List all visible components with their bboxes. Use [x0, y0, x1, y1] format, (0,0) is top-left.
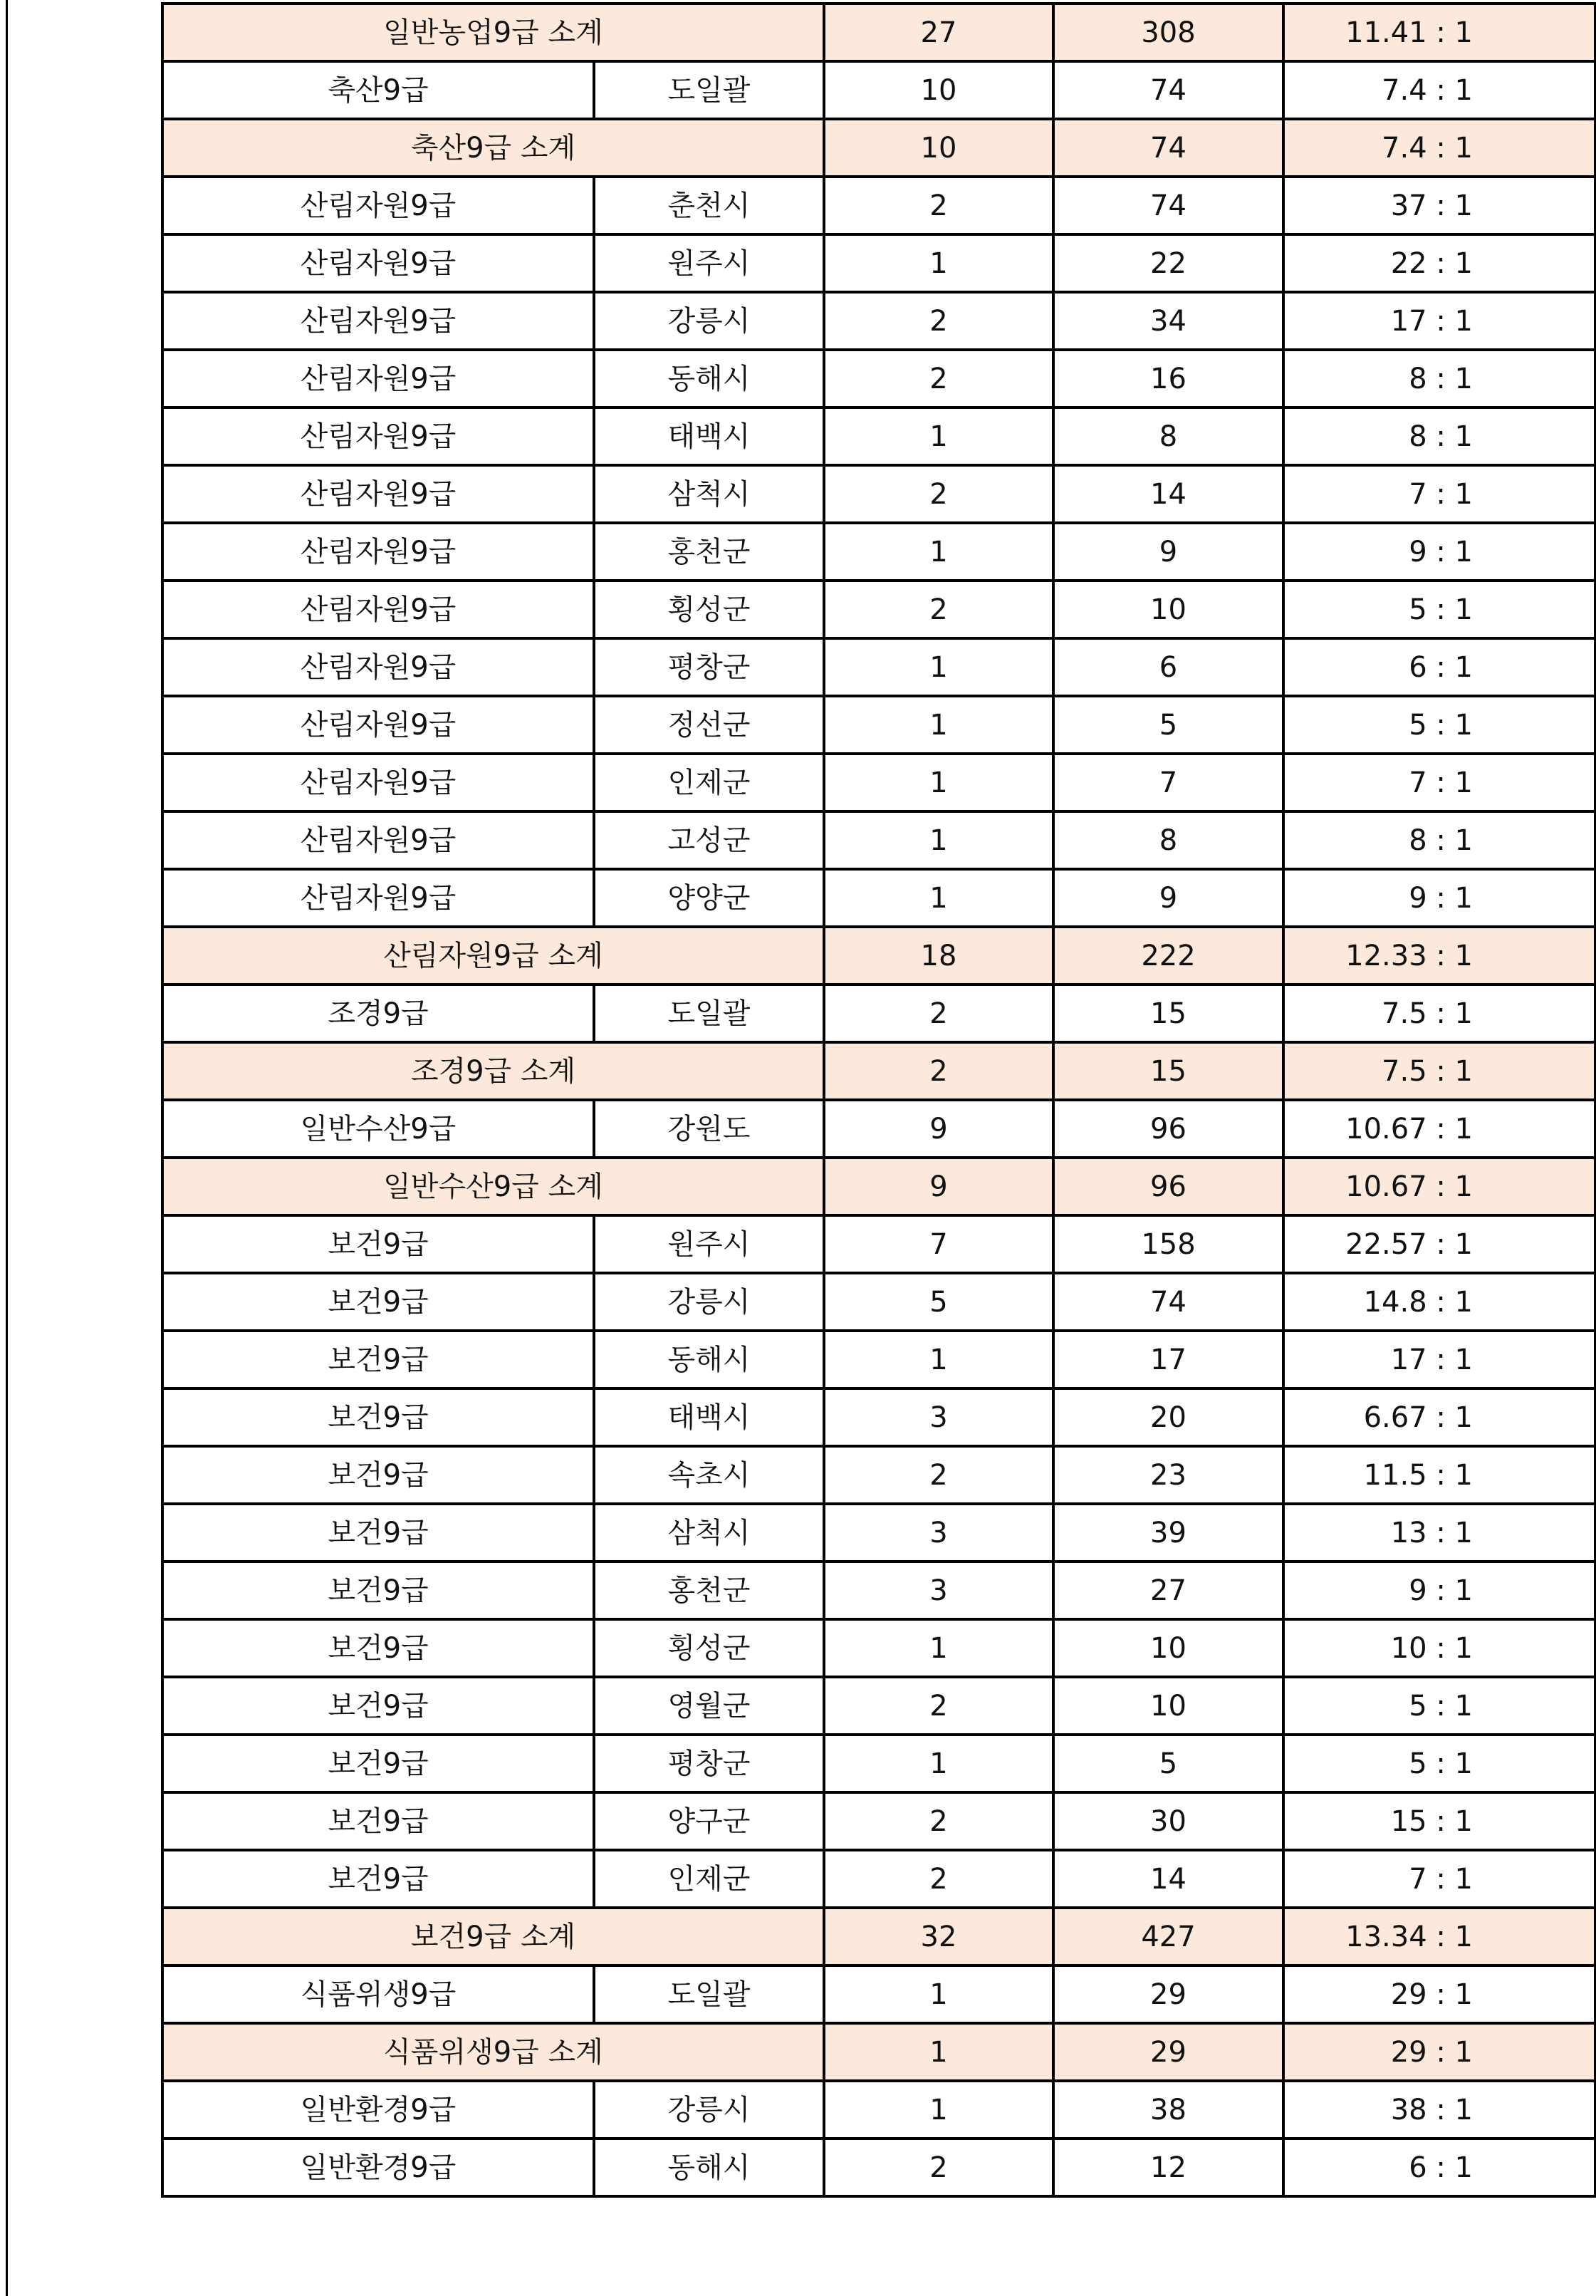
- job-category-cell: 보건9급: [162, 1735, 594, 1792]
- competition-rate-table: [161, 2, 1596, 2198]
- subtotal-row: [162, 1158, 1595, 1215]
- applicant-count-cell: 16: [1053, 350, 1283, 407]
- applicant-count-cell: 427: [1053, 1908, 1283, 1965]
- subtotal-row: [162, 1908, 1595, 1965]
- job-category-cell: 산림자원9급: [162, 811, 594, 869]
- competition-rate-cell: 13.34 : 1: [1283, 1908, 1595, 1965]
- job-category-cell: 일반수산9급: [162, 1100, 594, 1158]
- applicant-count-cell: 10: [1053, 581, 1283, 638]
- table-row: [162, 1850, 1595, 1908]
- competition-rate-cell: 6.67 : 1: [1283, 1388, 1595, 1446]
- region-cell: 태백시: [594, 1388, 824, 1446]
- competition-rate-cell: 5 : 1: [1283, 696, 1595, 754]
- hire-count-cell: 1: [824, 869, 1053, 927]
- region-cell: 속초시: [594, 1446, 824, 1504]
- table-row: [162, 465, 1595, 523]
- table-row: [162, 1331, 1595, 1388]
- table-row: [162, 1446, 1595, 1504]
- hire-count-cell: 1: [824, 1619, 1053, 1677]
- region-cell: 강원도: [594, 1100, 824, 1158]
- job-category-cell: 식품위생9급: [162, 1965, 594, 2023]
- table-row: [162, 1965, 1595, 2023]
- hire-count-cell: 1: [824, 1965, 1053, 2023]
- subtotal-label-cell: 축산9급 소계: [162, 119, 824, 177]
- applicant-count-cell: 8: [1053, 407, 1283, 465]
- competition-rate-cell: 5 : 1: [1283, 581, 1595, 638]
- table-row: [162, 638, 1595, 696]
- job-category-cell: 일반환경9급: [162, 2139, 594, 2196]
- job-category-cell: 산림자원9급: [162, 234, 594, 292]
- competition-rate-cell: 37 : 1: [1283, 177, 1595, 234]
- table-row: [162, 1100, 1595, 1158]
- competition-rate-cell: 13 : 1: [1283, 1504, 1595, 1562]
- table-row: [162, 61, 1595, 119]
- job-category-cell: 산림자원9급: [162, 869, 594, 927]
- table-row: [162, 811, 1595, 869]
- region-cell: 원주시: [594, 234, 824, 292]
- job-category-cell: 보건9급: [162, 1619, 594, 1677]
- applicant-count-cell: 20: [1053, 1388, 1283, 1446]
- competition-rate-cell: 15 : 1: [1283, 1792, 1595, 1850]
- hire-count-cell: 5: [824, 1273, 1053, 1331]
- applicant-count-cell: 5: [1053, 696, 1283, 754]
- table-row: [162, 1504, 1595, 1562]
- competition-rate-cell: 10.67 : 1: [1283, 1100, 1595, 1158]
- region-cell: 강릉시: [594, 1273, 824, 1331]
- job-category-cell: 보건9급: [162, 1504, 594, 1562]
- job-category-cell: 보건9급: [162, 1273, 594, 1331]
- applicant-count-cell: 7: [1053, 754, 1283, 811]
- competition-rate-cell: 7 : 1: [1283, 754, 1595, 811]
- region-cell: 정선군: [594, 696, 824, 754]
- job-category-cell: 산림자원9급: [162, 407, 594, 465]
- region-cell: 도일괄: [594, 985, 824, 1042]
- table-row: [162, 1388, 1595, 1446]
- competition-rate-cell: 11.41 : 1: [1283, 4, 1595, 61]
- competition-rate-cell: 9 : 1: [1283, 869, 1595, 927]
- subtotal-label-cell: 산림자원9급 소계: [162, 927, 824, 985]
- region-cell: 동해시: [594, 2139, 824, 2196]
- applicant-count-cell: 38: [1053, 2081, 1283, 2139]
- job-category-cell: 보건9급: [162, 1562, 594, 1619]
- hire-count-cell: 1: [824, 523, 1053, 581]
- applicant-count-cell: 96: [1053, 1158, 1283, 1215]
- applicant-count-cell: 222: [1053, 927, 1283, 985]
- hire-count-cell: 9: [824, 1158, 1053, 1215]
- competition-rate-cell: 12.33 : 1: [1283, 927, 1595, 985]
- table-row: [162, 1562, 1595, 1619]
- applicant-count-cell: 10: [1053, 1619, 1283, 1677]
- table-row: [162, 1677, 1595, 1735]
- hire-count-cell: 2: [824, 581, 1053, 638]
- table-row: [162, 696, 1595, 754]
- applicant-count-cell: 10: [1053, 1677, 1283, 1735]
- hire-count-cell: 10: [824, 61, 1053, 119]
- competition-rate-cell: 10 : 1: [1283, 1619, 1595, 1677]
- applicant-count-cell: 15: [1053, 985, 1283, 1042]
- job-category-cell: 보건9급: [162, 1446, 594, 1504]
- table-row: [162, 523, 1595, 581]
- hire-count-cell: 1: [824, 1331, 1053, 1388]
- region-cell: 동해시: [594, 350, 824, 407]
- hire-count-cell: 18: [824, 927, 1053, 985]
- hire-count-cell: 32: [824, 1908, 1053, 1965]
- job-category-cell: 산림자원9급: [162, 523, 594, 581]
- applicant-count-cell: 74: [1053, 61, 1283, 119]
- table-row: [162, 1215, 1595, 1273]
- hire-count-cell: 1: [824, 696, 1053, 754]
- table-row: [162, 2081, 1595, 2139]
- job-category-cell: 산림자원9급: [162, 177, 594, 234]
- region-cell: 삼척시: [594, 465, 824, 523]
- job-category-cell: 산림자원9급: [162, 465, 594, 523]
- hire-count-cell: 2: [824, 1677, 1053, 1735]
- hire-count-cell: 1: [824, 2023, 1053, 2081]
- region-cell: 강릉시: [594, 2081, 824, 2139]
- hire-count-cell: 27: [824, 4, 1053, 61]
- competition-rate-cell: 6 : 1: [1283, 2139, 1595, 2196]
- applicant-count-cell: 6: [1053, 638, 1283, 696]
- hire-count-cell: 2: [824, 1850, 1053, 1908]
- region-cell: 동해시: [594, 1331, 824, 1388]
- table-row: [162, 234, 1595, 292]
- hire-count-cell: 1: [824, 638, 1053, 696]
- hire-count-cell: 2: [824, 1446, 1053, 1504]
- job-category-cell: 산림자원9급: [162, 638, 594, 696]
- table-row: [162, 1792, 1595, 1850]
- competition-rate-cell: 10.67 : 1: [1283, 1158, 1595, 1215]
- table-row: [162, 581, 1595, 638]
- applicant-count-cell: 30: [1053, 1792, 1283, 1850]
- job-category-cell: 보건9급: [162, 1388, 594, 1446]
- region-cell: 평창군: [594, 1735, 824, 1792]
- applicant-count-cell: 29: [1053, 2023, 1283, 2081]
- hire-count-cell: 3: [824, 1504, 1053, 1562]
- competition-rate-cell: 5 : 1: [1283, 1735, 1595, 1792]
- competition-rate-cell: 8 : 1: [1283, 350, 1595, 407]
- applicant-count-cell: 9: [1053, 523, 1283, 581]
- hire-count-cell: 2: [824, 350, 1053, 407]
- region-cell: 평창군: [594, 638, 824, 696]
- applicant-count-cell: 34: [1053, 292, 1283, 350]
- competition-rate-cell: 7.4 : 1: [1283, 61, 1595, 119]
- job-category-cell: 보건9급: [162, 1215, 594, 1273]
- region-cell: 횡성군: [594, 581, 824, 638]
- region-cell: 춘천시: [594, 177, 824, 234]
- hire-count-cell: 2: [824, 465, 1053, 523]
- table-body: [162, 4, 1595, 2196]
- hire-count-cell: 2: [824, 2139, 1053, 2196]
- applicant-count-cell: 74: [1053, 1273, 1283, 1331]
- table-row: [162, 985, 1595, 1042]
- applicant-count-cell: 39: [1053, 1504, 1283, 1562]
- job-category-cell: 축산9급: [162, 61, 594, 119]
- job-category-cell: 산림자원9급: [162, 754, 594, 811]
- table-row: [162, 350, 1595, 407]
- competition-rate-cell: 14.8 : 1: [1283, 1273, 1595, 1331]
- region-cell: 도일괄: [594, 1965, 824, 2023]
- table-row: [162, 407, 1595, 465]
- competition-rate-cell: 9 : 1: [1283, 523, 1595, 581]
- table-row: [162, 177, 1595, 234]
- region-cell: 인제군: [594, 1850, 824, 1908]
- table-row: [162, 292, 1595, 350]
- region-cell: 삼척시: [594, 1504, 824, 1562]
- competition-rate-cell: 11.5 : 1: [1283, 1446, 1595, 1504]
- subtotal-row: [162, 119, 1595, 177]
- hire-count-cell: 2: [824, 177, 1053, 234]
- hire-count-cell: 1: [824, 754, 1053, 811]
- region-cell: 홍천군: [594, 1562, 824, 1619]
- subtotal-row: [162, 2023, 1595, 2081]
- job-category-cell: 산림자원9급: [162, 696, 594, 754]
- competition-rate-cell: 22 : 1: [1283, 234, 1595, 292]
- competition-rate-cell: 7 : 1: [1283, 1850, 1595, 1908]
- competition-rate-cell: 7 : 1: [1283, 465, 1595, 523]
- job-category-cell: 보건9급: [162, 1677, 594, 1735]
- hire-count-cell: 1: [824, 811, 1053, 869]
- subtotal-label-cell: 일반농업9급 소계: [162, 4, 824, 61]
- applicant-count-cell: 15: [1053, 1042, 1283, 1100]
- hire-count-cell: 2: [824, 1042, 1053, 1100]
- competition-rate-cell: 7.5 : 1: [1283, 1042, 1595, 1100]
- table-row: [162, 869, 1595, 927]
- hire-count-cell: 7: [824, 1215, 1053, 1273]
- table-row: [162, 754, 1595, 811]
- applicant-count-cell: 22: [1053, 234, 1283, 292]
- hire-count-cell: 2: [824, 985, 1053, 1042]
- applicant-count-cell: 158: [1053, 1215, 1283, 1273]
- page-left-rule: [6, 0, 8, 2296]
- applicant-count-cell: 14: [1053, 465, 1283, 523]
- hire-count-cell: 3: [824, 1562, 1053, 1619]
- subtotal-label-cell: 보건9급 소계: [162, 1908, 824, 1965]
- region-cell: 홍천군: [594, 523, 824, 581]
- applicant-count-cell: 9: [1053, 869, 1283, 927]
- table-row: [162, 1735, 1595, 1792]
- applicant-count-cell: 5: [1053, 1735, 1283, 1792]
- job-category-cell: 산림자원9급: [162, 350, 594, 407]
- competition-rate-cell: 6 : 1: [1283, 638, 1595, 696]
- job-category-cell: 조경9급: [162, 985, 594, 1042]
- job-category-cell: 보건9급: [162, 1850, 594, 1908]
- competition-rate-cell: 17 : 1: [1283, 292, 1595, 350]
- subtotal-label-cell: 식품위생9급 소계: [162, 2023, 824, 2081]
- competition-rate-cell: 22.57 : 1: [1283, 1215, 1595, 1273]
- applicant-count-cell: 96: [1053, 1100, 1283, 1158]
- job-category-cell: 산림자원9급: [162, 581, 594, 638]
- applicant-count-cell: 74: [1053, 119, 1283, 177]
- region-cell: 강릉시: [594, 292, 824, 350]
- region-cell: 횡성군: [594, 1619, 824, 1677]
- region-cell: 원주시: [594, 1215, 824, 1273]
- hire-count-cell: 1: [824, 234, 1053, 292]
- subtotal-row: [162, 1042, 1595, 1100]
- competition-rate-cell: 29 : 1: [1283, 1965, 1595, 2023]
- hire-count-cell: 2: [824, 292, 1053, 350]
- hire-count-cell: 1: [824, 2081, 1053, 2139]
- competition-rate-cell: 8 : 1: [1283, 811, 1595, 869]
- applicant-count-cell: 12: [1053, 2139, 1283, 2196]
- job-category-cell: 보건9급: [162, 1331, 594, 1388]
- hire-count-cell: 10: [824, 119, 1053, 177]
- table-row: [162, 1619, 1595, 1677]
- applicant-count-cell: 17: [1053, 1331, 1283, 1388]
- table-row: [162, 2139, 1595, 2196]
- applicant-count-cell: 14: [1053, 1850, 1283, 1908]
- job-category-cell: 산림자원9급: [162, 292, 594, 350]
- applicant-count-cell: 74: [1053, 177, 1283, 234]
- hire-count-cell: 2: [824, 1792, 1053, 1850]
- table-row: [162, 1273, 1595, 1331]
- subtotal-label-cell: 조경9급 소계: [162, 1042, 824, 1100]
- hire-count-cell: 1: [824, 407, 1053, 465]
- region-cell: 양구군: [594, 1792, 824, 1850]
- competition-rate-cell: 5 : 1: [1283, 1677, 1595, 1735]
- applicant-count-cell: 308: [1053, 4, 1283, 61]
- region-cell: 양양군: [594, 869, 824, 927]
- applicant-count-cell: 27: [1053, 1562, 1283, 1619]
- applicant-count-cell: 29: [1053, 1965, 1283, 2023]
- job-category-cell: 보건9급: [162, 1792, 594, 1850]
- competition-rate-cell: 8 : 1: [1283, 407, 1595, 465]
- competition-rate-cell: 17 : 1: [1283, 1331, 1595, 1388]
- job-category-cell: 일반환경9급: [162, 2081, 594, 2139]
- competition-rate-cell: 9 : 1: [1283, 1562, 1595, 1619]
- subtotal-label-cell: 일반수산9급 소계: [162, 1158, 824, 1215]
- competition-rate-cell: 29 : 1: [1283, 2023, 1595, 2081]
- competition-rate-cell: 38 : 1: [1283, 2081, 1595, 2139]
- region-cell: 고성군: [594, 811, 824, 869]
- subtotal-row: [162, 927, 1595, 985]
- hire-count-cell: 1: [824, 1735, 1053, 1792]
- hire-count-cell: 3: [824, 1388, 1053, 1446]
- region-cell: 인제군: [594, 754, 824, 811]
- applicant-count-cell: 23: [1053, 1446, 1283, 1504]
- region-cell: 태백시: [594, 407, 824, 465]
- subtotal-row: [162, 4, 1595, 61]
- hire-count-cell: 9: [824, 1100, 1053, 1158]
- applicant-count-cell: 8: [1053, 811, 1283, 869]
- competition-rate-cell: 7.5 : 1: [1283, 985, 1595, 1042]
- region-cell: 도일괄: [594, 61, 824, 119]
- competition-rate-cell: 7.4 : 1: [1283, 119, 1595, 177]
- region-cell: 영월군: [594, 1677, 824, 1735]
